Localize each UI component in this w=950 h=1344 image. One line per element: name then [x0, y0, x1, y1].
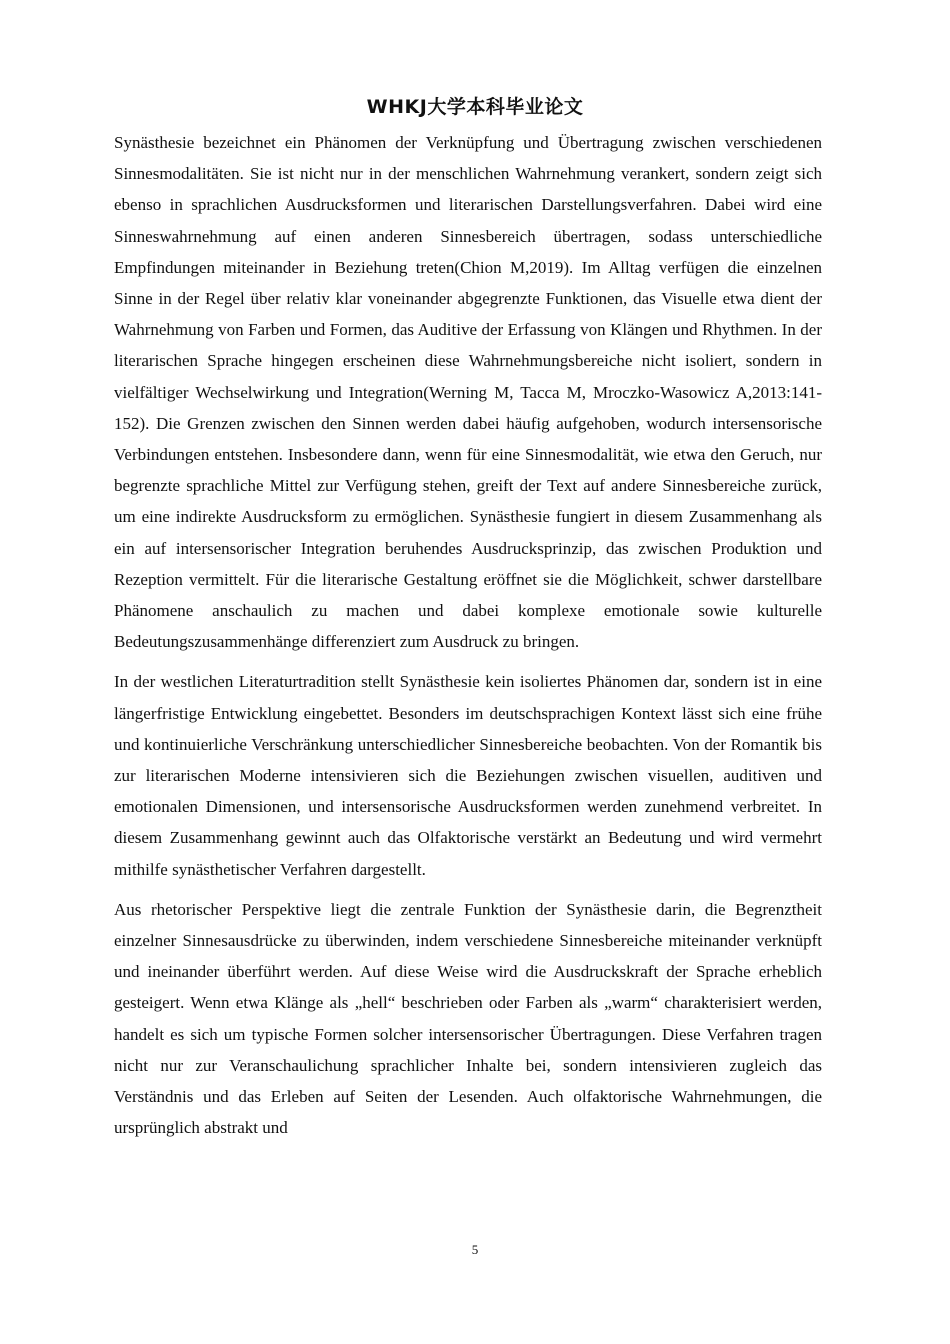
- paragraph-3: Aus rhetorischer Perspektive liegt die zentrale Funktion der Synästhesie darin, die Begrenztheit einzelner Sinnesausdrücke zu überwinden, indem verschiedene Sinnesbereiche miteinander verknüpft und ineinander überführt werden. Auf diese Weise wird die Ausdruckskraft der Sprache erheblich gesteigert. Wenn etwa Klänge als „hell“ beschrieben oder Farben als „warm“ charakterisiert werden, handelt es sich um typische Formen solcher intersensorischer Übertragungen. Diese Verfahren tragen nicht nur zur Veranschaulichung sprachlicher Inhalte bei, sondern intensivieren zugleich das Verständnis und das Erleben auf Seiten der Lesenden. Auch olfaktorische Wahrnehmungen, die ursprünglich abstrakt und: [114, 899, 822, 1138]
- page-header-title: WHKJ大学本科毕业论文: [366, 96, 584, 118]
- paragraph-2: In der westlichen Literaturtradition stellt Synästhesie kein isoliertes Phänomen dar, sondern ist in eine längerfristige Entwicklung eingebettet. Besonders im deutschsprachigen Kontext lässt sich eine frühe und kontinuierliche Verschränkung unterschiedlicher Sinnesbereiche beobachten. Von der Romantik bis zur literarischen Moderne intensivieren sich die Beziehungen zwischen visuellen, auditiven und emotionalen Dimensionen, und intersensorische Ausdrucksformen werden zunehmend verbreitet. In diesem Zusammenhang gewinnt auch das Olfaktorische verstärkt an Bedeutung und wird vermehrt mithilfe synästhetischer Verfahren dargestellt.: [114, 672, 822, 879]
- paragraph-1: Synästhesie bezeichnet ein Phänomen der Verknüpfung und Übertragung zwischen verschiedenen Sinnesmodalitäten. Sie ist nicht nur in der menschlichen Wahrnehmung verankert, sondern zeigt sich ebenso in sprachlichen Ausdrucksformen und literarischen Darstellungsverfahren. Dabei wird eine Sinneswahrnehmung auf einen anderen Sinnesbereich übertragen, sodass unterschiedliche Empfindungen miteinander in Beziehung treten(Chion M,2019). Im Alltag verfügen die einzelnen Sinne in der Regel über relativ klar voneinander abgegrenzte Funktionen, das Visuelle etwa dient der Wahrnehmung von Farben und Formen, das Auditive der Erfassung von Klängen und Rhythmen. In der literarischen Sprache hingegen erscheinen diese Wahrnehmungsbereiche nicht isoliert, sondern in vielfältiger Wechselwirkung und Integration(Werning M, Tacca M, Mroczko-Wasowicz A,2013:141-152). Die Grenzen zwischen den Sinnen werden dabei häufig aufgehoben, wodurch intersensorische Verbindungen entstehen. Insbesondere dann, wenn für eine Sinnesmodalität, wie etwa den Geruch, nur begrenzte sprachliche Mittel zur Verfügung stehen, greift der Text auf andere Sinnesbereiche zurück, um eine indirekte Ausdrucksform zu ermöglichen. Synästhesie fungiert in diesem Zusammenhang als ein auf intersensorischer Integration beruhendes Ausdrucksprinzip, das zwischen Produktion und Rezeption vermittelt. Für die literarische Gestaltung eröffnet sie die Möglichkeit, schwer darstellbare Phänomene anschaulich zu machen und dabei komplexe emotionale sowie kulturelle Bedeutungszusammenhänge differenziert zum Ausdruck zu bringen.: [114, 133, 822, 652]
- body-text: [114, 127, 822, 1153]
- page-number: 5: [471, 1242, 479, 1257]
